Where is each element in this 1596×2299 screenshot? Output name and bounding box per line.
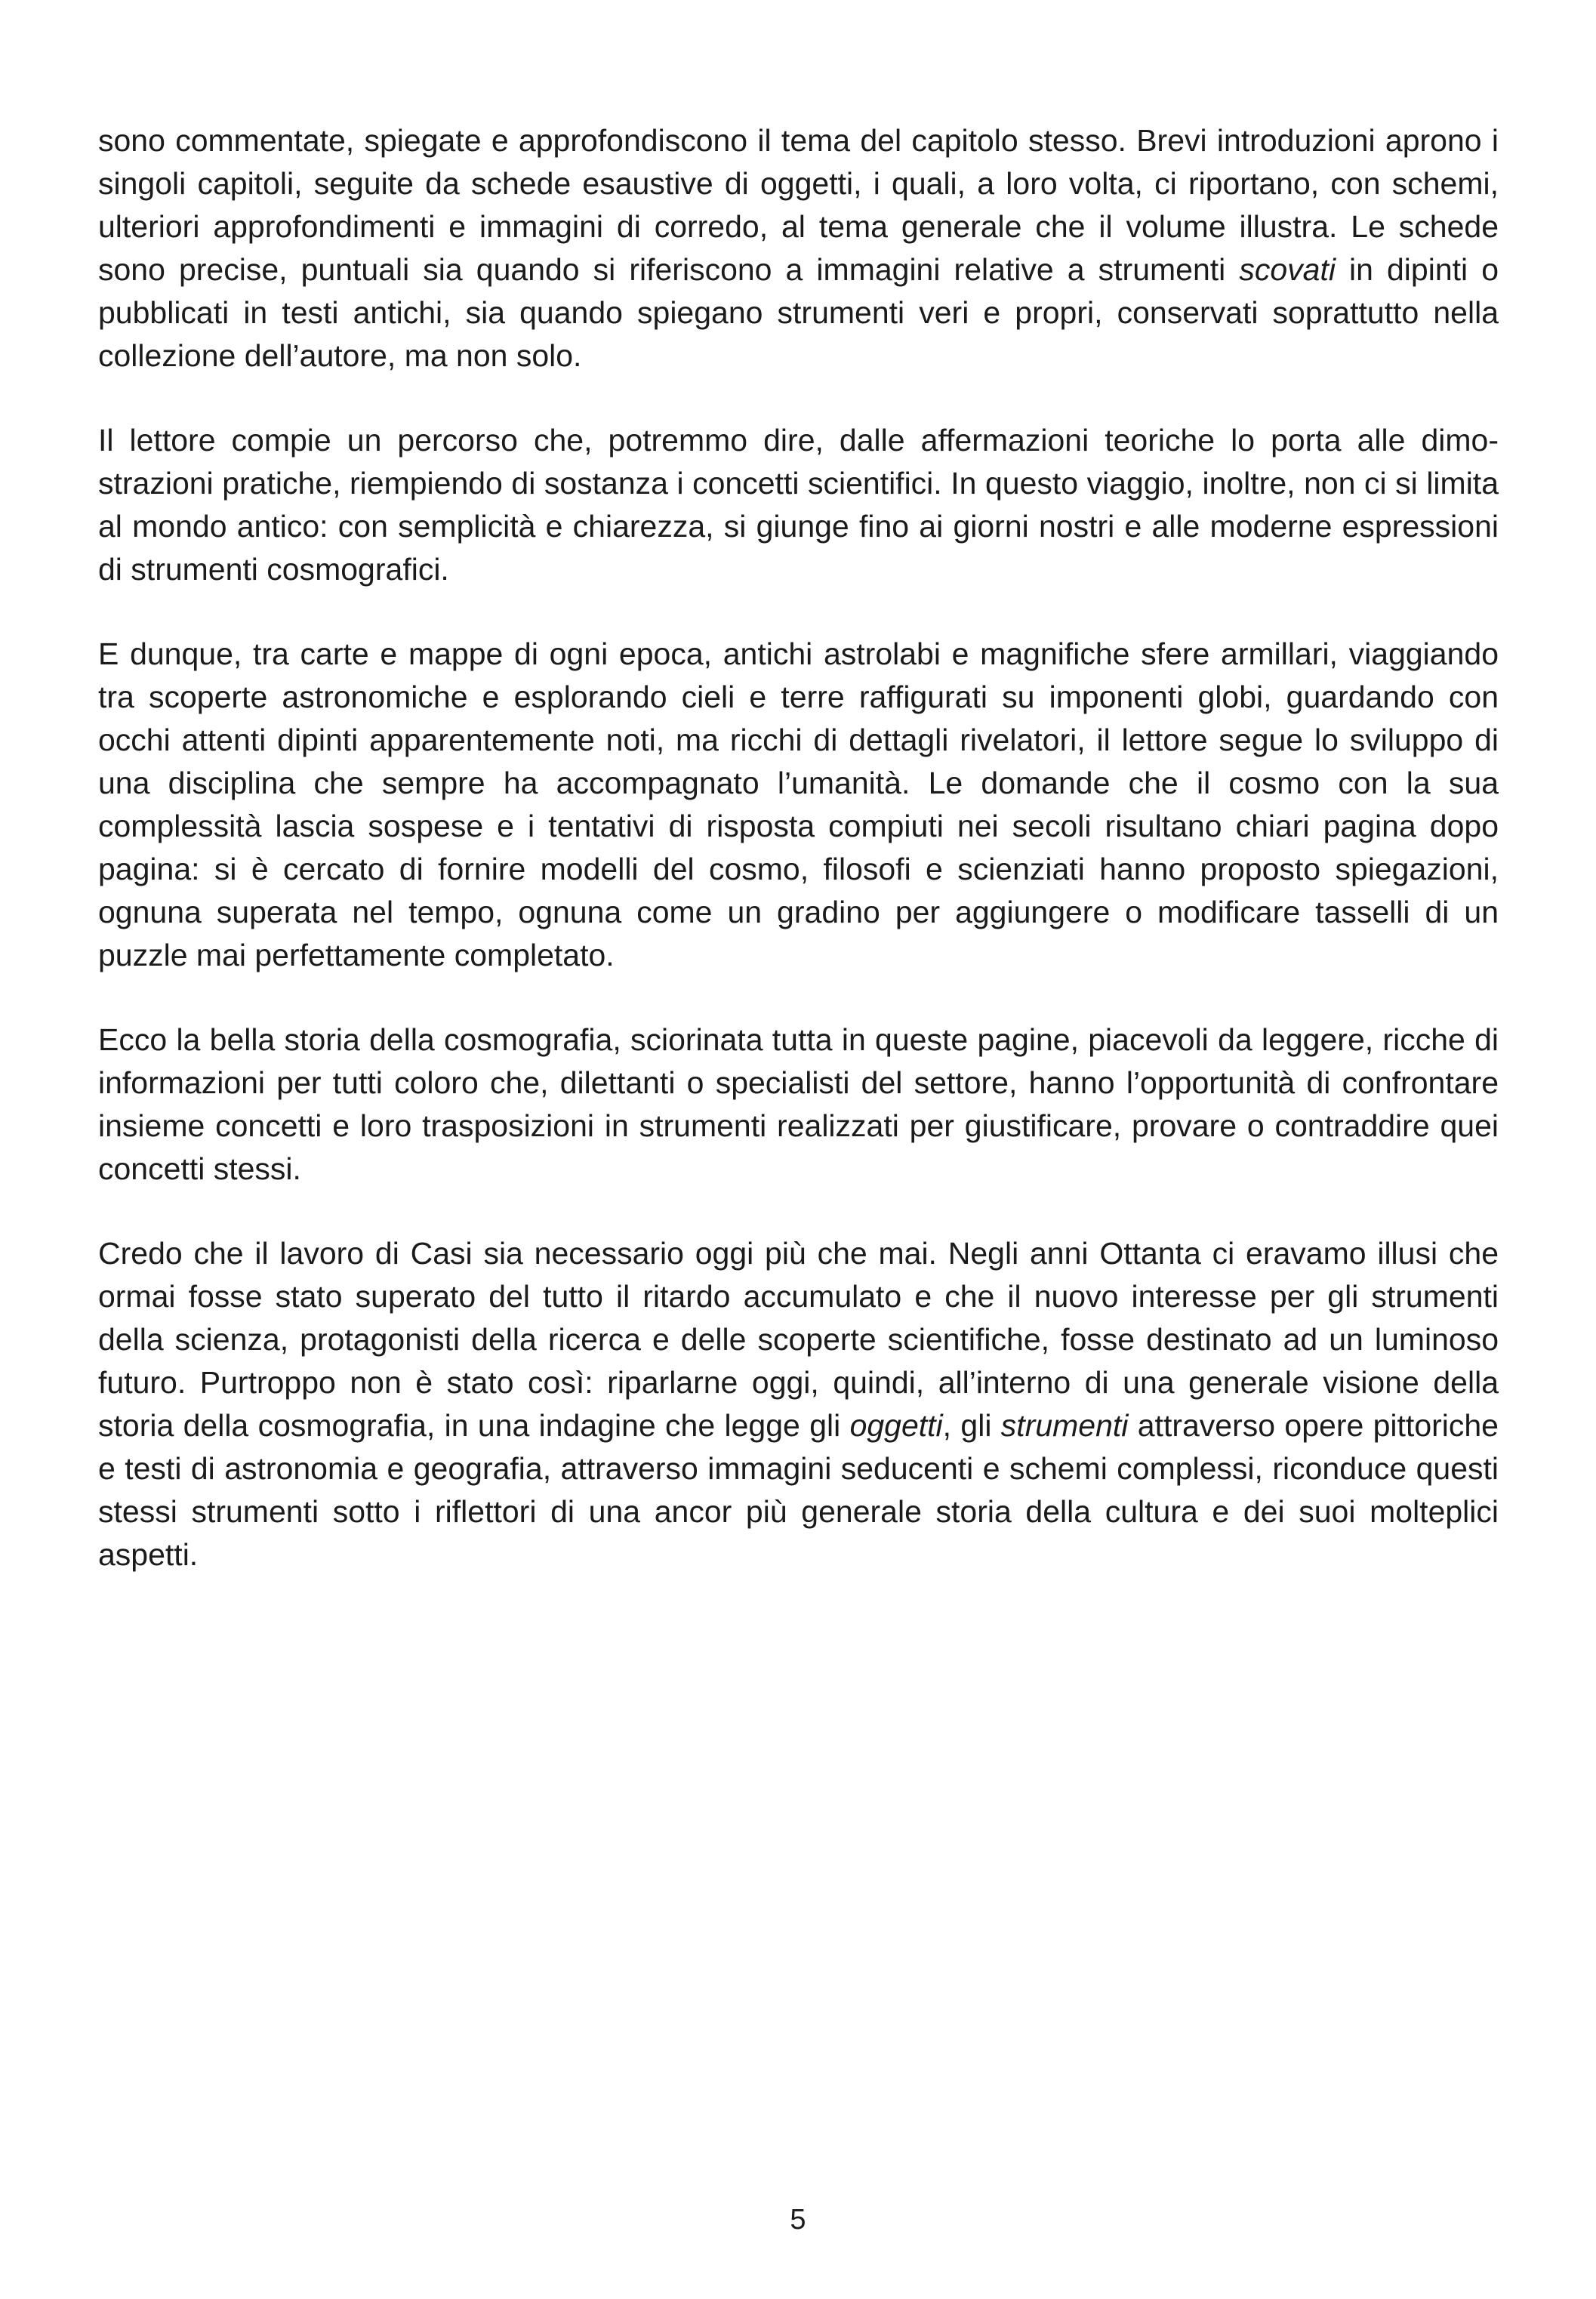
paragraph-2 <box>98 419 1499 591</box>
text-run: Il lettore compie un percorso che, potremmo dire, dalle affermazioni teoriche lo porta alle dimostrazioni pratiche, riempiendo di sostanza i concetti scientifici. In questo viaggio, inoltre, non ci si limita al mondo antico: con semplicità e chiarezza, si giunge fino ai giorni nostri e alle moderne espressioni di strumenti cosmografici. <box>98 423 1499 587</box>
text-run: sono commentate, spiegate e approfondiscono il tema del capitolo stesso. Brevi introduzioni aprono i singoli capitoli, seguite da schede esaustive di oggetti, i quali, a loro volta, ci riportano, con schemi, ulteriori approfondimenti e immagini di corredo, al tema generale che il volume illustra. Le schede sono precise, puntuali sia quando si riferiscono a immagini relative a strumenti <box>98 123 1499 287</box>
paragraph-1 <box>98 119 1499 378</box>
text-run: attraverso opere pittoriche e testi di astronomia e geografia, attraverso immagini seducenti e schemi complessi, riconduce questi stessi strumenti sotto i riflettori di una ancor più generale storia della cultura e dei suoi molteplici aspetti. <box>98 1408 1499 1572</box>
text-run: in dipinti o pubblicati in testi antichi, sia quando spiegano strumenti veri e propri, conservati soprattutto nella collezione dell’autore, ma non solo. <box>98 252 1499 373</box>
text-run: , gli <box>942 1408 1001 1443</box>
paragraph-4 <box>98 1019 1499 1191</box>
italic-run: oggetti <box>849 1408 943 1443</box>
paragraph-5 <box>98 1232 1499 1576</box>
italic-run: strumenti <box>1000 1408 1129 1443</box>
italic-run: scovati <box>1239 252 1336 287</box>
text-run: E dunque, tra carte e mappe di ogni epoca, antichi astrolabi e magnifiche sfere armillari, viaggiando tra scoperte astronomiche e esplorando cieli e terre raffigurati su imponenti globi, guardando con occhi attenti dipinti apparentemente noti, ma ricchi di dettagli rivelatori, il lettore segue lo sviluppo di una disciplina che sempre ha accompagnato l’umanità. Le domande che il cosmo con la sua complessità lascia sospese e i tentativi di risposta compiuti nei secoli risultano chiari pagina dopo pagina: si è cercato di fornire modelli del cosmo, filosofi e scienziati hanno proposto spiegazioni, ognuna superata nel tempo, ognuna come un gradino per aggiungere o modificare tasselli di un puzzle mai perfettamente completato. <box>98 636 1499 972</box>
text-run: Ecco la bella storia della cosmografia, sciorinata tutta in queste pagine, piacevoli da leggere, ricche di informazioni per tutti coloro che, dilettanti o specialisti del settore, hanno l’opportunità di confrontare insieme concetti e loro trasposizioni in strumenti realizzati per giustificare, provare o contraddire quei concetti stessi. <box>98 1022 1499 1186</box>
paragraph-3 <box>98 633 1499 977</box>
page-number: 5 <box>790 2204 806 2236</box>
text-run: Credo che il lavoro di Casi sia necessario oggi più che mai. Negli anni Ottanta ci eravamo illusi che ormai fosse stato superato del tutto il ritardo accumulato e che il nuovo interesse per gli strumenti della scienza, protagonisti della ricerca e delle scoperte scientifiche, fosse destinato ad un luminoso futuro. Purtroppo non è stato così: riparlarne oggi, quindi, all’interno di una generale visione della storia della cosmografia, in una indagine che legge gli <box>98 1236 1499 1443</box>
body-text <box>98 119 1499 1618</box>
